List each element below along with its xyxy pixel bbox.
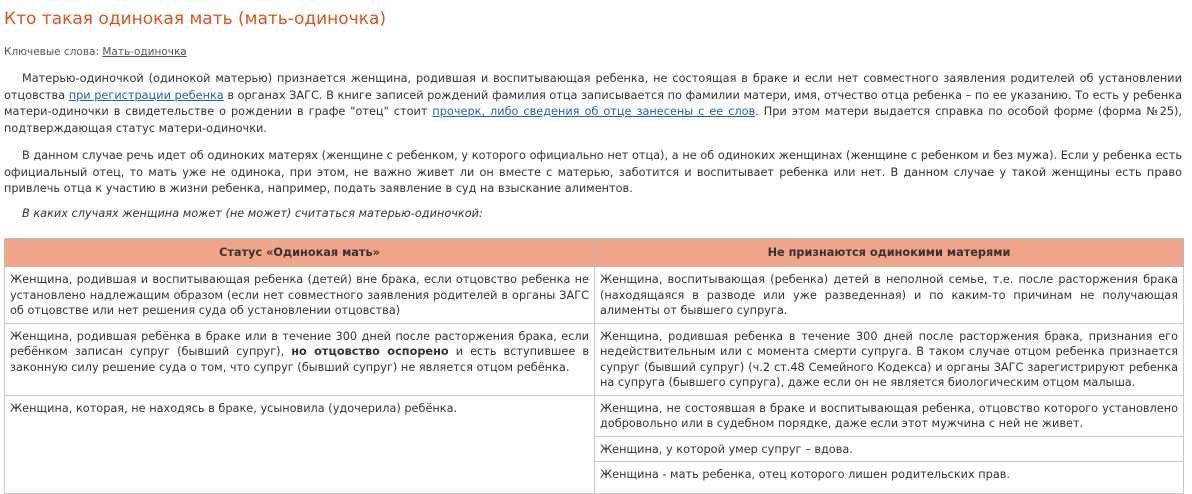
header-single-mother-status: Статус «Одинокая мать»	[5, 239, 595, 267]
link-child-registration[interactable]: при регистрации ребенка	[68, 88, 224, 102]
table-cell-right: Женщина, воспитывающая (ребенка) детей в неполной семье, т.е. после расторжения брака (находящаяся в разводе или уже разведенная) и по каким-то причинам не получающая алименты от бывшего супруга.	[595, 267, 1184, 324]
table-row	[5, 323, 1184, 395]
status-comparison-table	[4, 238, 1184, 494]
table-cell-right: Женщина, не состоявшая в браке и воспитывающая ребенка, отцовство которого установлено добровольно или в судебном порядке, даже если этот мужчина с ней не живет.	[595, 395, 1184, 436]
intro-text-2: в органах ЗАГС. В книге записей рождений фамилия отца записывается по фамилии матери, имя, отчество отца ребенка – по ее указанию. То есть у ребенка матери-одиночки в свидетельстве о рождении в графе "отец" стоит	[4, 88, 1182, 118]
cell-text-b: и есть вступившее в законную силу решение суда о том, что супруг (бывший супруг) не является отцом ребёнка.	[10, 345, 589, 374]
table-cell-left: Женщина, которая, не находясь в браке, усыновила (удочерила) ребёнка.	[5, 395, 595, 494]
keywords-label: Ключевые слова:	[4, 46, 100, 58]
page-title: Кто такая одинокая мать (мать-одиночка)	[4, 9, 387, 29]
second-paragraph: В данном случае речь идет об одиноких матерях (женщине с ребенком, у которого официально нет отца), а не об одиноких женщинах (женщине с ребенком и без мужа). Если у ребенка есть официальный отец, то мать уже не одинока, при этом, не важно живет ли он вместе с матерью, заботится и воспитывает ребенка или нет. В данном случае у такой женщины есть право привлечь отца к участию в жизни ребенка, например, подать заявление в суд на взыскание алиментов.	[4, 149, 1182, 195]
table-cell-right: Женщина, родившая ребенка в течение 300 дней после расторжения брака, признания его недействительным или с момента смерти супруга. В таком случае отцом ребенка признается супруг (бывший супруг) (ч.2 ст.48 Семейного Кодекса) и органы ЗАГС зарегистрируют ребенка на супруга (бывшего супруга), даже если он не является биологическим отцом малыша.	[595, 323, 1184, 395]
intro-text-1: Матерью-одиночкой (одинокой матерью) признается женщина, родившая и воспитывающая ребенка, не состоящая в браке и если нет совместного заявления родителей об установлении отцовства	[4, 72, 1182, 102]
keyword-link-mat-odinochka[interactable]: Мать-одиночка	[102, 46, 187, 58]
table-cell-left: Женщина, родившая и воспитывающая ребенка (детей) вне брака, если отцовство ребенка не установлено надлежащим образом (если нет совместного заявления родителей в органы ЗАГС об отцовстве или нет решения суда об установлении отцовства)	[5, 267, 595, 324]
intro-text-3: . При этом матери выдается справка по особой форме (форма №25), подтверждающая статус матери-одиночки.	[4, 105, 1182, 135]
cell-text-a: Женщина, родившая ребёнка в браке или в течение 300 дней после расторжения брака, если ребёнком записан супруг (бывший супруг),	[10, 329, 589, 358]
table-header-row	[5, 239, 1184, 267]
table-row	[5, 267, 1184, 324]
keywords-line	[4, 46, 187, 58]
cell-text-bold: но отцовство оспорено	[291, 345, 449, 358]
table-row	[5, 395, 1184, 436]
cases-subheading: В каких случаях женщина может (не может) считаться матерью-одиночкой:	[22, 207, 483, 220]
header-not-single-mothers: Не признаются одинокими матерями	[595, 239, 1184, 267]
link-father-info[interactable]: прочерк, либо сведения об отце занесены с ее слов	[432, 105, 756, 118]
table-cell-right: Женщина - мать ребенка, отец которого лишен родительских прав.	[595, 462, 1184, 494]
intro-paragraph	[4, 71, 1182, 137]
table-cell-right: Женщина, у которой умер супруг – вдова.	[595, 436, 1184, 462]
table-cell-left	[5, 323, 595, 395]
